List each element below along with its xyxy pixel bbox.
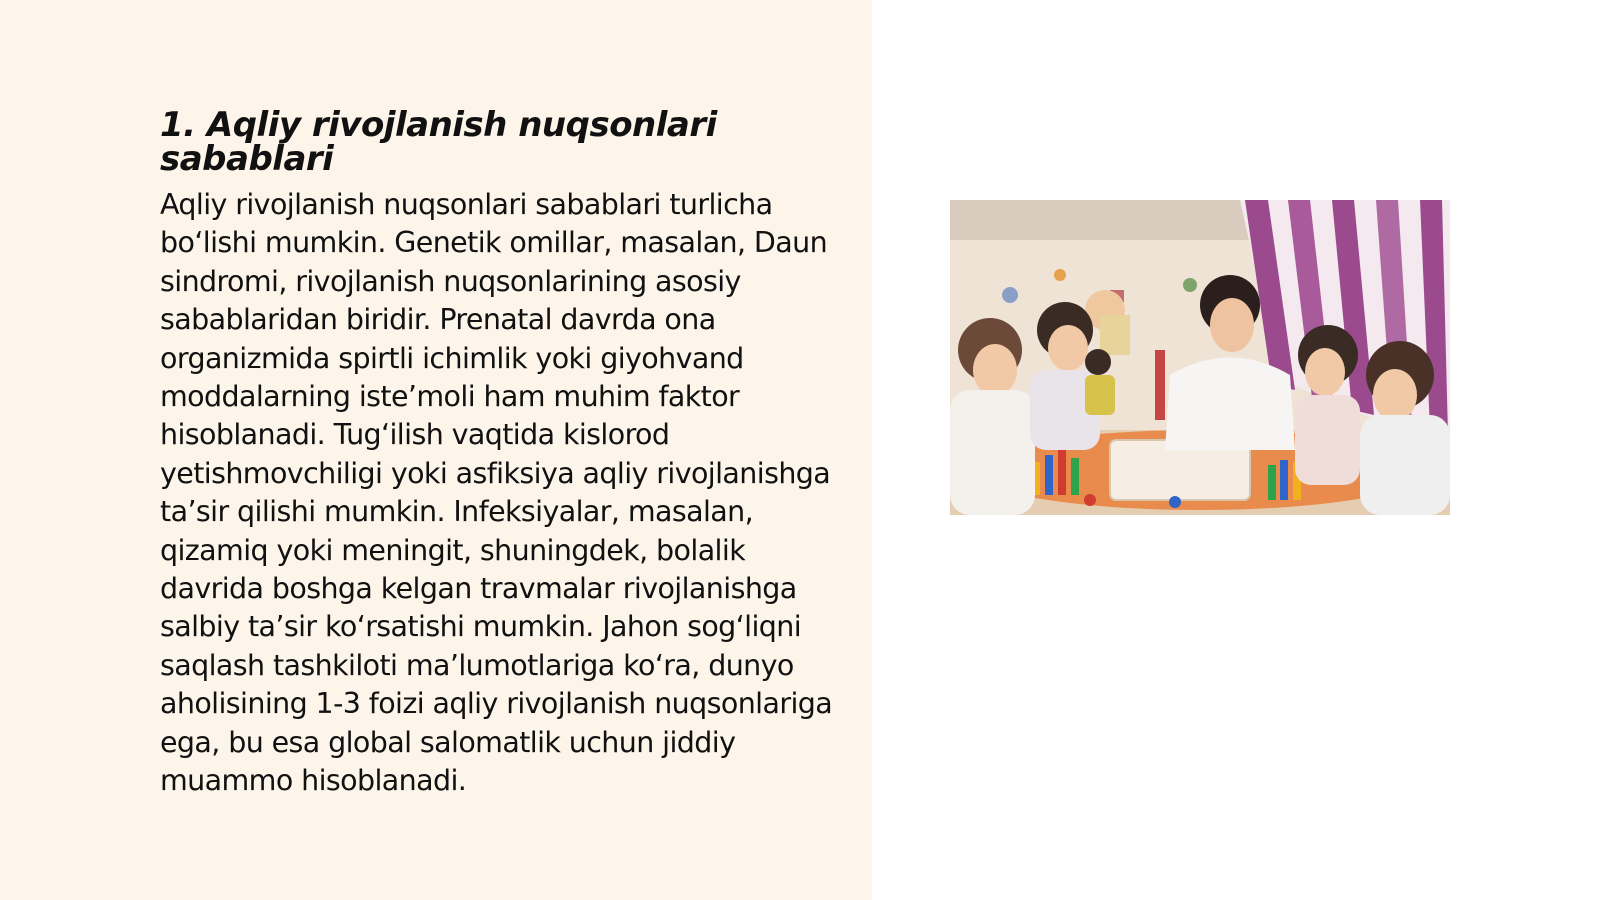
slide-title: 1. Aqliy rivojlanish nuqsonlari sabablari (160, 105, 717, 179)
classroom-photo (950, 200, 1450, 515)
slide-body-text: Aqliy rivojlanish nuqsonlari sabablari turlicha bo‘lishi mumkin. Genetik omillar, masalan, Daun sindromi, rivojlanish nuqsonlarining asosiy sabablaridan biridir. Prenatal davrda ona organizmida spirtli ichimlik yoki giyohvand moddalarning iste’moli ham muhim faktor hisoblanadi. Tug‘ilish vaqtida kislorod yetishmovchiligi yoki asfiksiya aqliy rivojlanishga ta’sir qilishi mumkin. Infeksiyalar, masalan, qizamiq yoki meningit, shuningdek, bolalik davrida boshga kelgan travmalar rivojlanishga salbiy ta’sir ko‘rsatishi mumkin. Jahon sog‘liqni saqlash tashkiloti ma’lumotlariga ko‘ra, dunyo aholisining 1-3 foizi aqliy rivojlanish nuqsonlariga ega, bu esa global salomatlik uchun jiddiy muammo hisoblanadi. (160, 188, 833, 798)
